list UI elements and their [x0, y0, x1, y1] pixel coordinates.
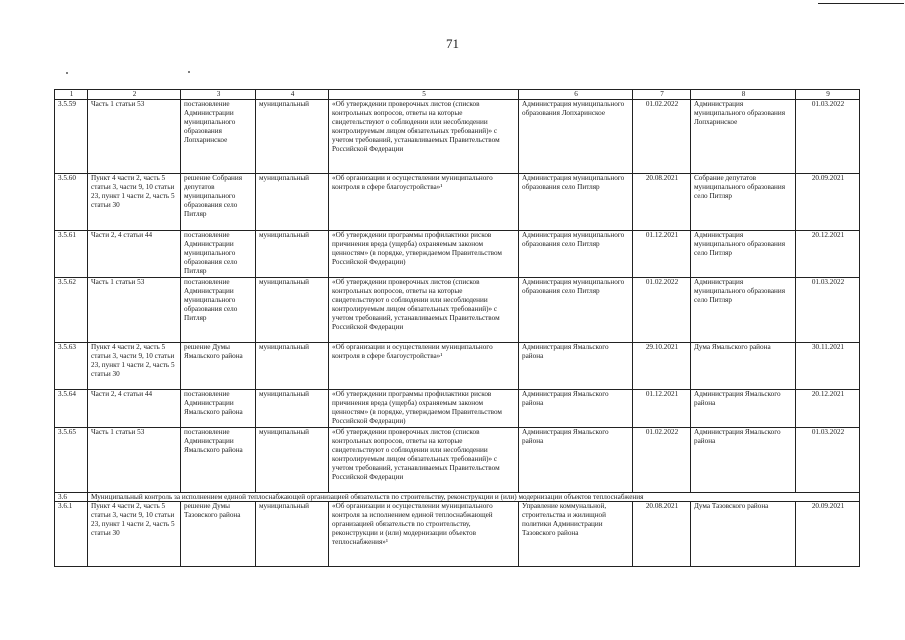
development-date: 01.02.2022 — [633, 100, 691, 174]
document-type: решение Собрания депутатов муниципального образования село Питляр — [181, 174, 256, 231]
development-date: 20.08.2021 — [633, 174, 691, 231]
developer: Администрация муниципального образования Лопхаринское — [519, 100, 633, 174]
developer: Управление коммунальной, строительства и жилищной политики Администрации Тазовского района — [519, 502, 633, 567]
approving-body: Администрация муниципального образования село Питляр — [691, 278, 796, 343]
developer: Администрация муниципального образования село Питляр — [519, 231, 633, 278]
row-number: 3.5.61 — [55, 231, 88, 278]
scan-dot — [66, 72, 68, 74]
legal-basis: Часть 1 статьи 53 — [88, 278, 181, 343]
row-number: 3.6.1 — [55, 502, 88, 567]
column-number: 9 — [796, 90, 860, 100]
table-row — [55, 100, 860, 174]
section-title: Муниципальный контроль за исполнением единой теплоснабжающей организацией обязательств по строительству, реконструкции и (или) модернизации объектов теплоснабжения — [88, 493, 860, 502]
approving-body: Дума Тазовского района — [691, 502, 796, 567]
approving-body: Администрация муниципального образования Лопхаринское — [691, 100, 796, 174]
column-number: 5 — [329, 90, 519, 100]
development-date: 01.02.2022 — [633, 428, 691, 493]
table-row — [55, 390, 860, 428]
approval-date: 20.09.2021 — [796, 174, 860, 231]
approval-date: 30.11.2021 — [796, 343, 860, 390]
level: муниципальный — [256, 502, 329, 567]
document-type: постановление Администрации муниципального образования село Питляр — [181, 231, 256, 278]
row-number: 3.5.60 — [55, 174, 88, 231]
approval-date: 20.09.2021 — [796, 502, 860, 567]
legal-basis: Части 2, 4 статьи 44 — [88, 390, 181, 428]
table-row — [55, 502, 860, 567]
row-number: 3.5.63 — [55, 343, 88, 390]
scan-dot — [188, 71, 190, 73]
document-title: «Об организации и осуществлении муниципального контроля в сфере благоустройства»¹ — [329, 174, 519, 231]
document-type: постановление Администрации Ямальского района — [181, 428, 256, 493]
approving-body: Администрация Ямальского района — [691, 390, 796, 428]
document-title: «Об организации и осуществлении муниципального контроля в сфере благоустройства»¹ — [329, 343, 519, 390]
row-number: 3.5.64 — [55, 390, 88, 428]
document-type: постановление Администрации Ямальского района — [181, 390, 256, 428]
legal-basis: Пункт 4 части 2, часть 5 статьи 3, части 9, 10 статьи 23, пункт 1 части 2, часть 5 статьи 30 — [88, 343, 181, 390]
column-number: 2 — [88, 90, 181, 100]
level: муниципальный — [256, 278, 329, 343]
registry-table — [54, 89, 860, 567]
developer: Администрация Ямальского района — [519, 428, 633, 493]
column-number: 6 — [519, 90, 633, 100]
table-row — [55, 231, 860, 278]
legal-basis: Часть 1 статьи 53 — [88, 428, 181, 493]
development-date: 01.02.2022 — [633, 278, 691, 343]
column-number: 3 — [181, 90, 256, 100]
row-number: 3.5.65 — [55, 428, 88, 493]
level: муниципальный — [256, 428, 329, 493]
table-row — [55, 174, 860, 231]
document-type: постановление Администрации муниципального образования село Питляр — [181, 278, 256, 343]
document-title: «Об утверждении программы профилактики рисков причинения вреда (ущерба) охраняемым законом ценностям» (в порядке, утверждаемом Правительством Российской Федерации) — [329, 390, 519, 428]
column-number: 7 — [633, 90, 691, 100]
approving-body: Администрация муниципального образования село Питляр — [691, 231, 796, 278]
approving-body: Администрация Ямальского района — [691, 428, 796, 493]
table-row — [55, 278, 860, 343]
legal-basis: Пункт 4 части 2, часть 5 статьи 3, части 9, 10 статьи 23, пункт 1 части 2, часть 5 статьи 30 — [88, 502, 181, 567]
developer: Администрация муниципального образования село Питляр — [519, 174, 633, 231]
column-number: 1 — [55, 90, 88, 100]
level: муниципальный — [256, 174, 329, 231]
document-title: «Об организации и осуществлении муниципального контроля за исполнением единой теплоснабжающей организацией обязательств по строительству, реконструкции и (или) модернизации объектов теплоснабжения»¹ — [329, 502, 519, 567]
table-row — [55, 428, 860, 493]
table-row — [55, 343, 860, 390]
level: муниципальный — [256, 100, 329, 174]
top-rule — [818, 3, 904, 4]
document-type: решение Думы Тазовского района — [181, 502, 256, 567]
level: муниципальный — [256, 343, 329, 390]
legal-basis: Пункт 4 части 2, часть 5 статьи 3, части 9, 10 статьи 23, пункт 1 части 2, часть 5 статьи 30 — [88, 174, 181, 231]
level: муниципальный — [256, 390, 329, 428]
section-number: 3.6 — [55, 493, 88, 502]
row-number: 3.5.62 — [55, 278, 88, 343]
document-title: «Об утверждении проверочных листов (списков контрольных вопросов, ответы на которые свидетельствуют о соблюдении или несоблюдении контролируемым лицом обязательных требований)» с учетом требований, устанавливаемых Правительством Российской Федерации — [329, 428, 519, 493]
developer: Администрация Ямальского района — [519, 390, 633, 428]
development-date: 29.10.2021 — [633, 343, 691, 390]
legal-basis: Часть 1 статьи 53 — [88, 100, 181, 174]
document-title: «Об утверждении программы профилактики рисков причинения вреда (ущерба) охраняемым законом ценностям» (в порядке, утверждаемом Правительством Российской Федерации) — [329, 231, 519, 278]
table-header-row — [55, 90, 860, 100]
document-title: «Об утверждении проверочных листов (списков контрольных вопросов, ответы на которые свидетельствуют о соблюдении или несоблюдении контролируемым лицом обязательных требований)» с учетом требований, устанавливаемых Правительством Российской Федерации — [329, 100, 519, 174]
development-date: 01.12.2021 — [633, 231, 691, 278]
row-number: 3.5.59 — [55, 100, 88, 174]
developer: Администрация Ямальского района — [519, 343, 633, 390]
column-number: 8 — [691, 90, 796, 100]
page-number: 71 — [446, 36, 459, 51]
approval-date: 20.12.2021 — [796, 390, 860, 428]
approval-date: 01.03.2022 — [796, 428, 860, 493]
development-date: 20.08.2021 — [633, 502, 691, 567]
approval-date: 01.03.2022 — [796, 278, 860, 343]
development-date: 01.12.2021 — [633, 390, 691, 428]
approving-body: Собрание депутатов муниципального образования село Питляр — [691, 174, 796, 231]
section-row — [55, 493, 860, 502]
document-type: постановление Администрации муниципального образования Лопхаринское — [181, 100, 256, 174]
developer: Администрация муниципального образования село Питляр — [519, 278, 633, 343]
document-title: «Об утверждении проверочных листов (списков контрольных вопросов, ответы на которые свидетельствуют о соблюдении или несоблюдении контролируемым лицом обязательных требований)» с учетом требований, устанавливаемых Правительством Российской Федерации — [329, 278, 519, 343]
approval-date: 20.12.2021 — [796, 231, 860, 278]
document-type: решение Думы Ямальского района — [181, 343, 256, 390]
legal-basis: Части 2, 4 статьи 44 — [88, 231, 181, 278]
approving-body: Дума Ямальского района — [691, 343, 796, 390]
column-number: 4 — [256, 90, 329, 100]
approval-date: 01.03.2022 — [796, 100, 860, 174]
level: муниципальный — [256, 231, 329, 278]
